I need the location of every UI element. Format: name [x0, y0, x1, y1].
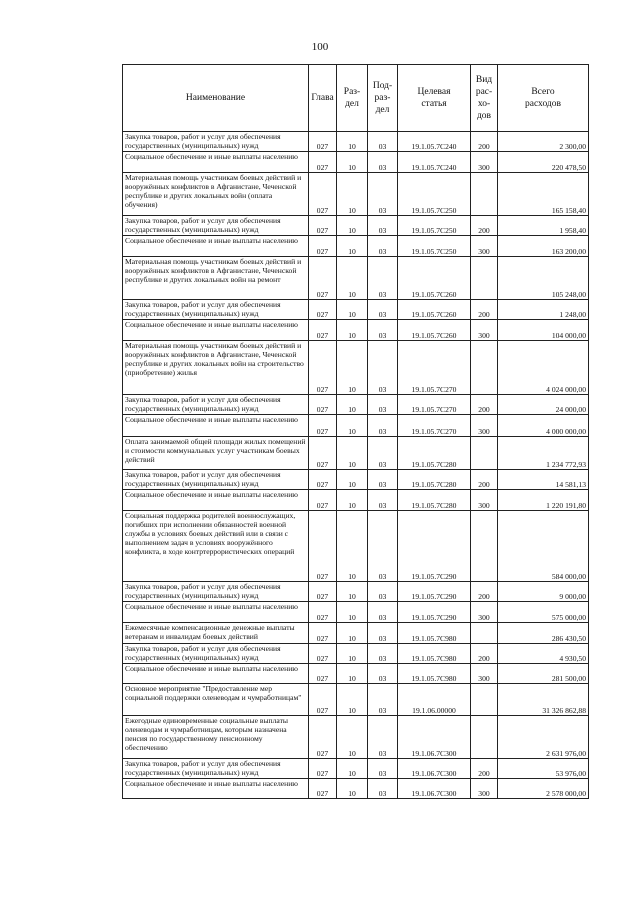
row-total: 281 500,00	[498, 664, 589, 684]
row-subsection: 03	[368, 415, 398, 437]
row-subsection: 03	[368, 759, 398, 779]
header-name: Наименование	[123, 65, 309, 132]
row-section: 10	[337, 490, 368, 511]
row-article: 19.1.05.7С280	[398, 490, 471, 511]
row-subsection: 03	[368, 779, 398, 799]
row-article: 19.1.05.7С260	[398, 320, 471, 341]
table-row	[123, 132, 589, 152]
row-chapter: 027	[309, 320, 337, 341]
row-article: 19.1.05.7С270	[398, 341, 471, 395]
row-subsection: 03	[368, 132, 398, 152]
header-expense-type: Вид рас- хо- дов	[471, 65, 498, 132]
row-chapter: 027	[309, 415, 337, 437]
row-subsection: 03	[368, 437, 398, 470]
row-total: 4 930,50	[498, 644, 589, 664]
row-subsection: 03	[368, 716, 398, 759]
table-row	[123, 582, 589, 602]
table-row	[123, 257, 589, 300]
row-article: 19.1.05.7С280	[398, 437, 471, 470]
row-chapter: 027	[309, 257, 337, 300]
row-chapter: 027	[309, 437, 337, 470]
row-subsection: 03	[368, 684, 398, 716]
row-total: 1 220 191,80	[498, 490, 589, 511]
row-name: Социальное обеспечение и иные выплаты населению	[123, 779, 309, 799]
table-row	[123, 415, 589, 437]
table-row	[123, 320, 589, 341]
row-chapter: 027	[309, 470, 337, 490]
row-section: 10	[337, 779, 368, 799]
row-subsection: 03	[368, 257, 398, 300]
row-article: 19.1.05.7С290	[398, 511, 471, 582]
row-section: 10	[337, 602, 368, 623]
row-total: 2 300,00	[498, 132, 589, 152]
row-section: 10	[337, 173, 368, 216]
row-subsection: 03	[368, 152, 398, 173]
row-chapter: 027	[309, 341, 337, 395]
table-row	[123, 490, 589, 511]
row-subsection: 03	[368, 320, 398, 341]
row-expense-type: 200	[471, 470, 498, 490]
row-subsection: 03	[368, 216, 398, 236]
row-chapter: 027	[309, 582, 337, 602]
row-expense-type: 300	[471, 664, 498, 684]
table-row	[123, 437, 589, 470]
row-name: Закупка товаров, работ и услуг для обеспечения государственных (муниципальных) нужд	[123, 470, 309, 490]
row-section: 10	[337, 415, 368, 437]
row-subsection: 03	[368, 236, 398, 257]
header-chapter: Глава	[309, 65, 337, 132]
table-header-row	[123, 65, 589, 132]
row-expense-type	[471, 257, 498, 300]
row-subsection: 03	[368, 490, 398, 511]
row-section: 10	[337, 320, 368, 341]
table-row	[123, 511, 589, 582]
row-chapter: 027	[309, 173, 337, 216]
row-section: 10	[337, 437, 368, 470]
row-article: 19.1.06.7С300	[398, 716, 471, 759]
row-subsection: 03	[368, 511, 398, 582]
row-subsection: 03	[368, 582, 398, 602]
row-name: Закупка товаров, работ и услуг для обеспечения государственных (муниципальных) нужд	[123, 300, 309, 320]
row-article: 19.1.05.7С980	[398, 644, 471, 664]
row-name: Закупка товаров, работ и услуг для обеспечения государственных (муниципальных) нужд	[123, 582, 309, 602]
row-total: 2 631 976,00	[498, 716, 589, 759]
row-chapter: 027	[309, 716, 337, 759]
row-chapter: 027	[309, 152, 337, 173]
row-total: 31 326 862,88	[498, 684, 589, 716]
row-name: Социальная поддержка родителей военнослужащих, погибших при исполнении обязанностей военной службы в условиях боевых действий или в связи с выполнением задач в условиях вооружённого конфликта, в ходе контртеррористических операций	[123, 511, 309, 582]
row-name: Закупка товаров, работ и услуг для обеспечения государственных (муниципальных) нужд	[123, 395, 309, 415]
row-section: 10	[337, 759, 368, 779]
row-total: 286 430,50	[498, 623, 589, 644]
table-row	[123, 602, 589, 623]
row-chapter: 027	[309, 236, 337, 257]
row-name: Социальное обеспечение и иные выплаты населению	[123, 415, 309, 437]
table-row	[123, 470, 589, 490]
row-article: 19.1.06.7С300	[398, 779, 471, 799]
header-article: Целевая статья	[398, 65, 471, 132]
row-expense-type: 200	[471, 216, 498, 236]
row-subsection: 03	[368, 623, 398, 644]
row-section: 10	[337, 716, 368, 759]
row-expense-type: 300	[471, 602, 498, 623]
row-name: Социальное обеспечение и иные выплаты населению	[123, 320, 309, 341]
row-name: Материальная помощь участникам боевых действий и вооружённых конфликтов в Афганистане, Чеченской республике и других локальных войн (оплата обучения)	[123, 173, 309, 216]
row-chapter: 027	[309, 511, 337, 582]
row-section: 10	[337, 236, 368, 257]
row-section: 10	[337, 152, 368, 173]
row-expense-type	[471, 437, 498, 470]
row-total: 1 958,40	[498, 216, 589, 236]
row-name: Оплата занимаемой общей площади жилых помещений и стоимости коммунальных услуг участникам боевых действий	[123, 437, 309, 470]
row-total: 165 158,40	[498, 173, 589, 216]
row-expense-type	[471, 684, 498, 716]
table-row	[123, 779, 589, 799]
row-expense-type: 200	[471, 582, 498, 602]
row-total: 105 248,00	[498, 257, 589, 300]
row-expense-type	[471, 341, 498, 395]
row-name: Социальное обеспечение и иные выплаты населению	[123, 152, 309, 173]
row-total: 220 478,50	[498, 152, 589, 173]
row-expense-type: 300	[471, 236, 498, 257]
row-total: 1 234 772,93	[498, 437, 589, 470]
row-article: 19.1.05.7С250	[398, 236, 471, 257]
row-expense-type: 300	[471, 415, 498, 437]
row-chapter: 027	[309, 644, 337, 664]
row-chapter: 027	[309, 684, 337, 716]
table-row	[123, 623, 589, 644]
table-row	[123, 216, 589, 236]
row-chapter: 027	[309, 623, 337, 644]
row-article: 19.1.05.7С260	[398, 257, 471, 300]
row-name: Социальное обеспечение и иные выплаты населению	[123, 664, 309, 684]
row-total: 104 000,00	[498, 320, 589, 341]
row-name: Социальное обеспечение и иные выплаты населению	[123, 602, 309, 623]
row-name: Закупка товаров, работ и услуг для обеспечения государственных (муниципальных) нужд	[123, 759, 309, 779]
row-name: Закупка товаров, работ и услуг для обеспечения государственных (муниципальных) нужд	[123, 216, 309, 236]
row-expense-type: 200	[471, 300, 498, 320]
row-article: 19.1.05.7С250	[398, 216, 471, 236]
row-name: Ежемесячные компенсационные денежные выплаты ветеранам и инвалидам боевых действий	[123, 623, 309, 644]
row-name: Материальная помощь участникам боевых действий и вооружённых конфликтов в Афганистане, Чеченской республике и других локальных войн на ремонт	[123, 257, 309, 300]
row-article: 19.1.05.7С240	[398, 132, 471, 152]
row-name: Основное мероприятие "Предоставление мер социальной поддержки оленеводам и чумработницам"	[123, 684, 309, 716]
row-article: 19.1.06.00000	[398, 684, 471, 716]
table-row	[123, 716, 589, 759]
row-total: 575 000,00	[498, 602, 589, 623]
row-subsection: 03	[368, 644, 398, 664]
row-chapter: 027	[309, 490, 337, 511]
row-section: 10	[337, 623, 368, 644]
row-expense-type: 300	[471, 490, 498, 511]
budget-table	[122, 64, 589, 799]
table-body	[123, 132, 589, 799]
row-name: Социальное обеспечение и иные выплаты населению	[123, 490, 309, 511]
row-section: 10	[337, 684, 368, 716]
table-row	[123, 173, 589, 216]
page-number: 100	[311, 41, 329, 53]
row-expense-type: 300	[471, 779, 498, 799]
row-article: 19.1.05.7С270	[398, 415, 471, 437]
row-chapter: 027	[309, 395, 337, 415]
row-article: 19.1.05.7С290	[398, 582, 471, 602]
row-expense-type: 200	[471, 644, 498, 664]
table-row	[123, 395, 589, 415]
row-section: 10	[337, 582, 368, 602]
row-section: 10	[337, 341, 368, 395]
row-total: 4 024 000,00	[498, 341, 589, 395]
row-subsection: 03	[368, 341, 398, 395]
row-chapter: 027	[309, 300, 337, 320]
header-section: Раз- дел	[337, 65, 368, 132]
row-total: 24 000,00	[498, 395, 589, 415]
table-row	[123, 759, 589, 779]
row-total: 14 581,13	[498, 470, 589, 490]
row-total: 9 000,00	[498, 582, 589, 602]
row-total: 163 200,00	[498, 236, 589, 257]
table-row	[123, 664, 589, 684]
row-total: 584 000,00	[498, 511, 589, 582]
row-article: 19.1.05.7С280	[398, 470, 471, 490]
row-expense-type: 200	[471, 132, 498, 152]
row-expense-type	[471, 716, 498, 759]
row-section: 10	[337, 664, 368, 684]
row-chapter: 027	[309, 132, 337, 152]
row-subsection: 03	[368, 300, 398, 320]
row-expense-type: 200	[471, 759, 498, 779]
row-chapter: 027	[309, 664, 337, 684]
row-subsection: 03	[368, 664, 398, 684]
row-section: 10	[337, 644, 368, 664]
row-section: 10	[337, 470, 368, 490]
row-total: 2 578 000,00	[498, 779, 589, 799]
row-total: 4 000 000,00	[498, 415, 589, 437]
row-expense-type	[471, 623, 498, 644]
row-subsection: 03	[368, 173, 398, 216]
row-expense-type: 300	[471, 152, 498, 173]
row-subsection: 03	[368, 470, 398, 490]
row-article: 19.1.05.7С260	[398, 300, 471, 320]
row-expense-type: 300	[471, 320, 498, 341]
row-section: 10	[337, 257, 368, 300]
row-subsection: 03	[368, 602, 398, 623]
row-article: 19.1.05.7С980	[398, 664, 471, 684]
row-expense-type	[471, 173, 498, 216]
row-section: 10	[337, 132, 368, 152]
table-row	[123, 341, 589, 395]
table-row	[123, 684, 589, 716]
row-total: 53 976,00	[498, 759, 589, 779]
row-article: 19.1.05.7С240	[398, 152, 471, 173]
table-row	[123, 300, 589, 320]
header-total: Всего расходов	[498, 65, 589, 132]
row-chapter: 027	[309, 759, 337, 779]
row-chapter: 027	[309, 602, 337, 623]
row-section: 10	[337, 511, 368, 582]
row-total: 1 248,00	[498, 300, 589, 320]
row-name: Материальная помощь участникам боевых действий и вооружённых конфликтов в Афганистане, Чеченской республике и других локальных войн на строительство (приобретение) жилья	[123, 341, 309, 395]
row-section: 10	[337, 216, 368, 236]
row-expense-type: 200	[471, 395, 498, 415]
row-section: 10	[337, 300, 368, 320]
row-article: 19.1.05.7С290	[398, 602, 471, 623]
row-name: Ежегодные единовременные социальные выплаты оленеводам и чумработницам, которым назначена пенсия по государственному пенсионному обеспечению	[123, 716, 309, 759]
row-chapter: 027	[309, 216, 337, 236]
row-article: 19.1.06.7С300	[398, 759, 471, 779]
row-article: 19.1.05.7С250	[398, 173, 471, 216]
header-subsection: Под- раз- дел	[368, 65, 398, 132]
row-chapter: 027	[309, 779, 337, 799]
table-row	[123, 644, 589, 664]
row-article: 19.1.05.7С980	[398, 623, 471, 644]
row-subsection: 03	[368, 395, 398, 415]
row-name: Закупка товаров, работ и услуг для обеспечения государственных (муниципальных) нужд	[123, 132, 309, 152]
row-article: 19.1.05.7С270	[398, 395, 471, 415]
row-section: 10	[337, 395, 368, 415]
table-row	[123, 152, 589, 173]
row-expense-type	[471, 511, 498, 582]
table-row	[123, 236, 589, 257]
row-name: Закупка товаров, работ и услуг для обеспечения государственных (муниципальных) нужд	[123, 644, 309, 664]
row-name: Социальное обеспечение и иные выплаты населению	[123, 236, 309, 257]
